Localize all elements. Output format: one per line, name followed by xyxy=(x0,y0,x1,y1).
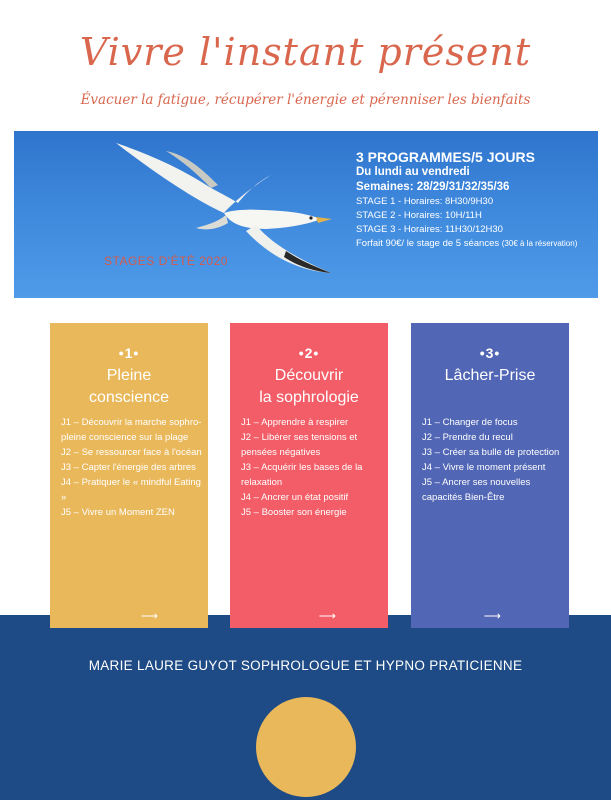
stage1-hours: STAGE 1 - Horaires: 8H30/9H30 xyxy=(356,196,494,207)
stage2-hours: STAGE 2 - Horaires: 10H/11H xyxy=(356,210,482,221)
footer-author: MARIE LAURE GUYOT SOPHROLOGUE ET HYPNO PRATICIENNE xyxy=(88,658,523,673)
card-number: •1• xyxy=(118,345,140,361)
weeks-text: Semaines: 28/29/31/32/35/36 xyxy=(356,181,510,193)
list-item: J2 – Se ressourcer face à l'océan xyxy=(61,447,202,458)
card-title xyxy=(230,365,388,409)
list-item: J4 – Ancrer un état positif xyxy=(241,492,349,503)
list-item: J5 – Vivre un Moment ZEN xyxy=(61,507,175,518)
list-item: J4 – Vivre le moment présent xyxy=(422,462,546,473)
program-card-3 xyxy=(411,323,569,628)
card-items xyxy=(61,415,203,520)
stage-label: STAGES D'ÉTÉ 2020 xyxy=(104,254,228,268)
card-items xyxy=(422,415,564,505)
card-title-line2: la sophrologie xyxy=(259,389,359,406)
card-items xyxy=(241,415,383,520)
list-item: J5 – Booster son énergie xyxy=(241,507,347,518)
hero-banner xyxy=(14,131,598,298)
stage3-hours: STAGE 3 - Horaires: 11H30/12H30 xyxy=(356,224,503,235)
card-title xyxy=(411,365,569,387)
price-note: (30€ à la réservation) xyxy=(501,239,578,248)
arrow-right-icon[interactable]: ⟶ xyxy=(483,609,501,623)
arrow-right-icon[interactable]: ⟶ xyxy=(140,609,158,623)
card-title-line1: Découvrir xyxy=(274,367,344,384)
list-item: J4 – Pratiquer le « mindful Eating » xyxy=(61,477,201,503)
list-item: J2 – Libérer ses tensions et pensées négatives xyxy=(241,432,358,458)
list-item: J1 – Changer de focus xyxy=(422,417,518,428)
card-title-line1: Pleine xyxy=(106,367,152,384)
price-text xyxy=(356,237,594,251)
card-title xyxy=(50,365,208,409)
card-title-line1: Lâcher-Prise xyxy=(444,367,536,384)
list-item: J3 – Créer sa bulle de protection xyxy=(422,447,560,458)
list-item: J3 – Capter l'énergie des arbres xyxy=(61,462,196,473)
list-item: J2 – Prendre du recul xyxy=(422,432,513,443)
page-subtitle: Évacuer la fatigue, récupérer l'énergie et pérenniser les bienfaits xyxy=(80,92,531,108)
list-item: J1 – Apprendre à respirer xyxy=(241,417,349,428)
program-info xyxy=(356,149,594,251)
list-item: J1 – Découvrir la marche sophro-pleine conscience sur la plage xyxy=(61,417,202,443)
card-number: •3• xyxy=(479,345,501,361)
card-title-line2: conscience xyxy=(88,389,170,406)
days-text: Du lundi au vendredi xyxy=(356,166,470,178)
program-card-1 xyxy=(50,323,208,628)
page-title: Vivre l'instant présent xyxy=(79,30,532,74)
list-item: J5 – Ancrer ses nouvelles capacités Bien-Être xyxy=(422,477,531,503)
arrow-right-icon[interactable]: ⟶ xyxy=(318,609,336,623)
decorative-circle xyxy=(256,697,356,797)
program-card-2 xyxy=(230,323,388,628)
programs-heading: 3 PROGRAMMES/5 JOURS xyxy=(356,149,535,165)
list-item: J3 – Acquérir les bases de la relaxation xyxy=(241,462,363,488)
card-number: •2• xyxy=(298,345,320,361)
price-main: Forfait 90€/ le stage de 5 séances xyxy=(356,238,500,249)
